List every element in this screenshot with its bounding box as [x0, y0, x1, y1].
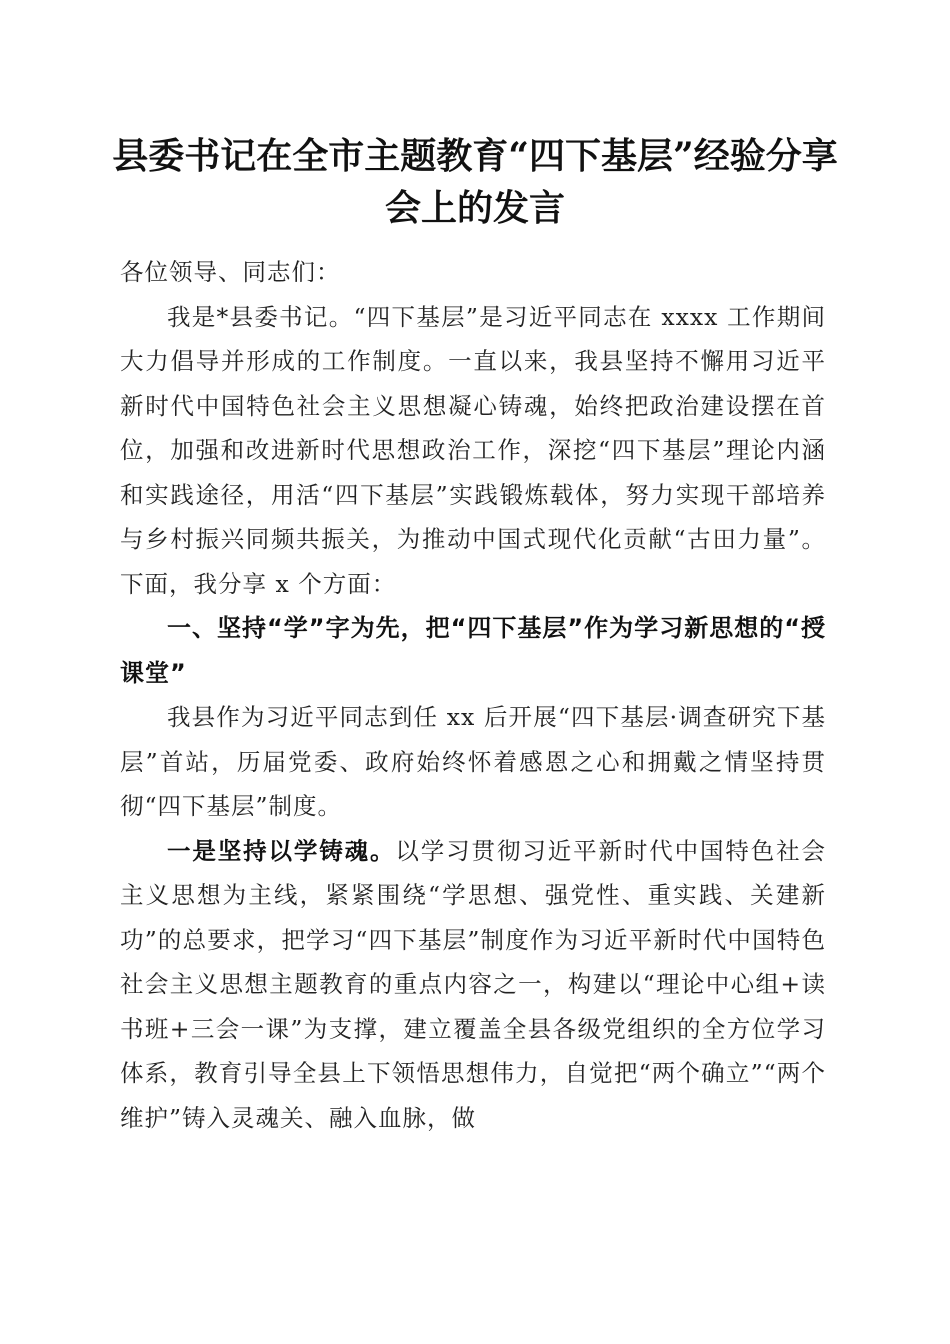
point-lead: 一是坚持以学铸魂。 [167, 836, 396, 865]
document-title: 县委书记在全市主题教育“四下基层”经验分享会上的发言 [112, 135, 838, 229]
document-body [120, 250, 826, 1140]
intro-paragraph: 我是*县委书记。“四下基层”是习近平同志在 xxxx 工作期间大力倡导并形成的工作制度。一直以来，我县坚持不懈用习近平新时代中国特色社会主义思想凝心铸魂，始终把政治建设摆在首位，加强和改进新时代思想政治工作，深挖“四下基层”理论内涵和实践途径，用活“四下基层”实践锻炼载体，努力实现干部培养与乡村振兴同频共振关，为推动中国式现代化贡献“古田力量”。下面，我分享 x 个方面： [120, 302, 826, 598]
section-heading: 一、坚持“学”字为先，把“四下基层”作为学习新思想的“授课堂” [120, 614, 826, 687]
point-paragraph [120, 829, 826, 1141]
salutation: 各位领导、同志们： [120, 258, 341, 286]
point-text: 以学习贯彻习近平新时代中国特色社会主义思想为主线，紧紧围绕“学思想、强党性、重实践、关建新功”的总要求，把学习“四下基层”制度作为习近平新时代中国特色社会主义思想主题教育的重点内容之一，构建以“理论中心组+读书班+三会一课”为支撑，建立覆盖全县各级党组织的全方位学习体系，教育引导全县上下领悟思想伟力，自觉把“两个确立”“两个维护”铸入灵魂关、融入血脉，做 [120, 836, 827, 1132]
section-paragraph: 我县作为习近平同志到任 xx 后开展“四下基层·调查研究下基层”首站，历届党委、政府始终怀着感恩之心和拥戴之情坚持贯彻“四下基层”制度。 [120, 703, 826, 820]
